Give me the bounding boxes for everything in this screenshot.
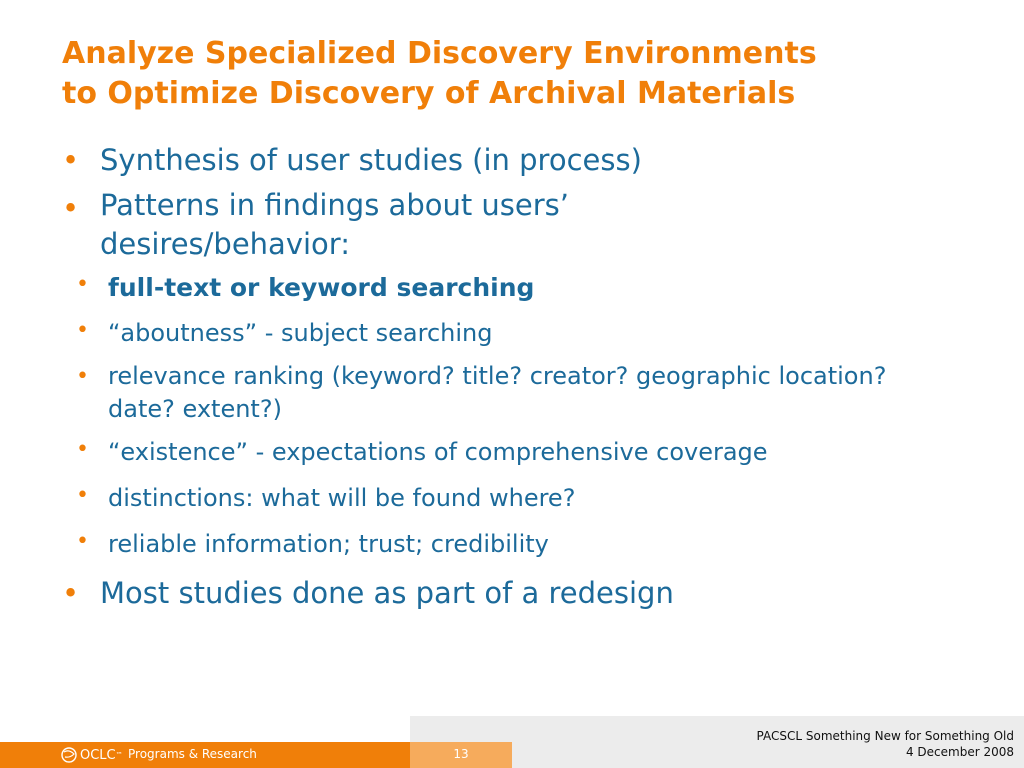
bullet-list bbox=[62, 134, 962, 615]
bullet-item bbox=[62, 138, 962, 182]
bullet-icon: • bbox=[76, 364, 89, 389]
sub-bullet-text: distinctions: what will be found where? bbox=[108, 484, 576, 512]
bullet-icon: • bbox=[76, 529, 89, 554]
bullet-icon: • bbox=[76, 318, 89, 343]
bullet-icon: • bbox=[76, 272, 89, 297]
page-number: 13 bbox=[453, 747, 469, 761]
logo-text: OCLC bbox=[80, 747, 116, 763]
bullet-icon: • bbox=[76, 483, 89, 508]
bullet-icon: • bbox=[62, 191, 80, 225]
program-label: Programs & Research bbox=[128, 747, 257, 761]
sub-bullet-item bbox=[62, 360, 962, 426]
slide-title bbox=[62, 34, 982, 114]
bullet-item bbox=[62, 186, 962, 564]
event-date: 4 December 2008 bbox=[905, 745, 1014, 759]
sub-bullet-text: relevance ranking (keyword? title? creator? geographic location? date? extent?) bbox=[108, 362, 887, 423]
sub-bullet-item bbox=[62, 433, 962, 472]
slide-title-line-2: to Optimize Discovery of Archival Materials bbox=[62, 76, 796, 111]
sub-bullet-item bbox=[62, 314, 962, 353]
bullet-text: Patterns in findings about users’ desires/behavior: bbox=[100, 188, 570, 261]
logo-trademark: ™ bbox=[115, 751, 123, 759]
bullet-icon: • bbox=[62, 143, 80, 177]
oclc-logo bbox=[60, 744, 123, 766]
bullet-text: Synthesis of user studies (in process) bbox=[100, 143, 642, 177]
event-name: PACSCL Something New for Something Old bbox=[756, 729, 1014, 743]
sub-bullet-list bbox=[62, 268, 962, 564]
sub-bullet-item bbox=[62, 525, 962, 564]
sub-bullet-item bbox=[62, 479, 962, 518]
bullet-text: Most studies done as part of a redesign bbox=[100, 576, 674, 610]
bullet-item bbox=[62, 571, 962, 615]
sub-bullet-text: full-text or keyword searching bbox=[108, 273, 535, 302]
event-info bbox=[757, 728, 1014, 760]
sub-bullet-text: “aboutness” - subject searching bbox=[108, 319, 493, 347]
bullet-icon: • bbox=[62, 576, 80, 610]
sub-bullet-text: “existence” - expectations of comprehensive coverage bbox=[108, 438, 768, 466]
sub-bullet-item bbox=[62, 268, 962, 307]
sub-bullet-text: reliable information; trust; credibility bbox=[108, 530, 549, 558]
slide-title-line-1: Analyze Specialized Discovery Environments bbox=[62, 36, 817, 71]
bullet-icon: • bbox=[76, 437, 89, 462]
globe-icon bbox=[60, 746, 78, 764]
